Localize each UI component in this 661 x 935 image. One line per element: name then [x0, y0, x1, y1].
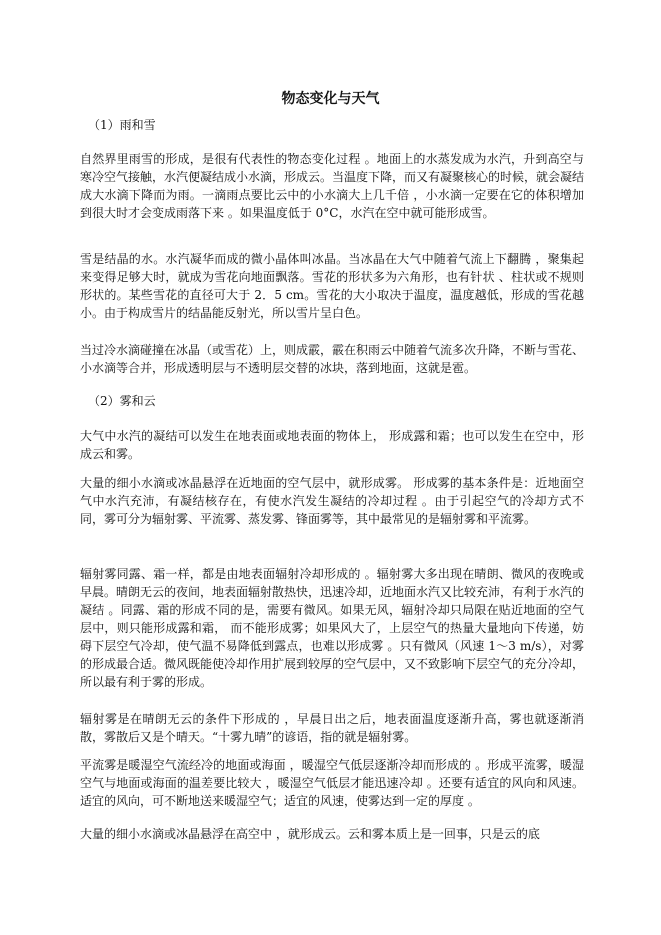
paragraph-advection-fog: 平流雾是暖湿空气流经冷的地面或海面 ，暖湿空气低层逐渐冷却而形成的 。形成平流雾，暖湿空气与地面或海面的温差要比较大 ，暖湿空气低层才能迅速冷却 。还要有适宜的风向和风速。适宜的风向，可不断地送来暖湿空气；适宜的风速，使雾达到一定的厚度 。 — [80, 758, 584, 808]
paragraph-hail: 当过冷水滴碰撞在冰晶（或雪花）上，则成霰，霰在积雨云中随着气流多次升降，不断与雪花、小水滴等合并，形成透明层与不透明层交替的冰块，落到地面，这就是雹。 — [80, 343, 585, 375]
paragraph-radiation-fog: 辐射雾同露、霜一样，都是由地表面辐射冷却形成的 。辐射雾大多出现在晴朗、微风的夜晚或早晨。晴朗无云的夜间，地表面辐射散热快，迅速冷却，近地面水汽又比较充沛，有利于水汽的凝结 。同露、霜的形成不同的是，需要有微风。如果无风，辐射冷却只局限在贴近地面的空气层中，则只能形成露和霜， 而不能形成雾；如果风大了，上层空气的热量大量地向下传递，妨碍下层空气冷却，使气温不易降低到露点，也难以形成雾 。只有微风（风速 1～3 m/s），对雾的形成最合适。微风既能使冷却作用扩展到较厚的空气层中，又不致影响下层空气的充分冷却，所以最有利于雾的形成。 — [80, 567, 585, 689]
section-heading-fog-cloud: （2）雾和云 — [88, 394, 156, 408]
paragraph-condensation: 大气中水汽的凝结可以发生在地表面或地表面的物体上， 形成露和霜；也可以发生在空中，形成云和雾。 — [80, 429, 584, 461]
document-title: 物态变化与天气 — [281, 91, 380, 107]
paragraph-snow: 雪是结晶的水。水汽凝华而成的微小晶体叫冰晶。当冰晶在大气中随着气流上下翻腾 ，聚集起来变得足够大时，就成为雪花向地面飘落。雪花的形状多为六角形，也有针状 、柱状或不规则形状的。某些雪花的直径可大于 2．5 cm。雪花的大小取决于温度，温度越低，形成的雪花越小。由于构成雪片的结晶能反射光，所以雪片呈白色。 — [80, 252, 584, 320]
paragraph-radiation-fog-dissipation: 辐射雾是在晴朗无云的条件下形成的 ，早晨日出之后，地表面温度逐渐升高，雾也就逐渐消散，雾散后又是个晴天。“十雾九晴”的谚语，指的就是辐射雾。 — [80, 712, 584, 744]
paragraph-fog-conditions: 大量的细小水滴或冰晶悬浮在近地面的空气层中，就形成雾。 形成雾的基本条件是：近地面空气中水汽充沛，有凝结核存在，有使水汽发生凝结的冷却过程 。由于引起空气的冷却方式不同，雾可分为辐射雾、平流雾、蒸发雾、锋面雾等，其中最常见的是辐射雾和平流雾。 — [80, 476, 584, 526]
section-heading-rain-snow: （1）雨和雪 — [88, 118, 156, 132]
paragraph-rain-formation: 自然界里雨雪的形成，是很有代表性的物态变化过程 。地面上的水蒸发成为水汽，升到高空与寒冷空气接触，水汽便凝结成小水滴，形成云。当温度下降，而又有凝聚核心的时候，就会凝结成大水滴下降而为雨。一滴雨点要比云中的小水滴大上几千倍 ，小水滴一定要在它的体积增加到很大时才会变成雨落下来 。如果温度低于 0°C，水汽在空中就可能形成雪。 — [80, 152, 585, 220]
paragraph-cloud: 大量的细小水滴或冰晶悬浮在高空中 ，就形成云。云和雾本质上是一回事，只是云的底 — [80, 827, 540, 841]
